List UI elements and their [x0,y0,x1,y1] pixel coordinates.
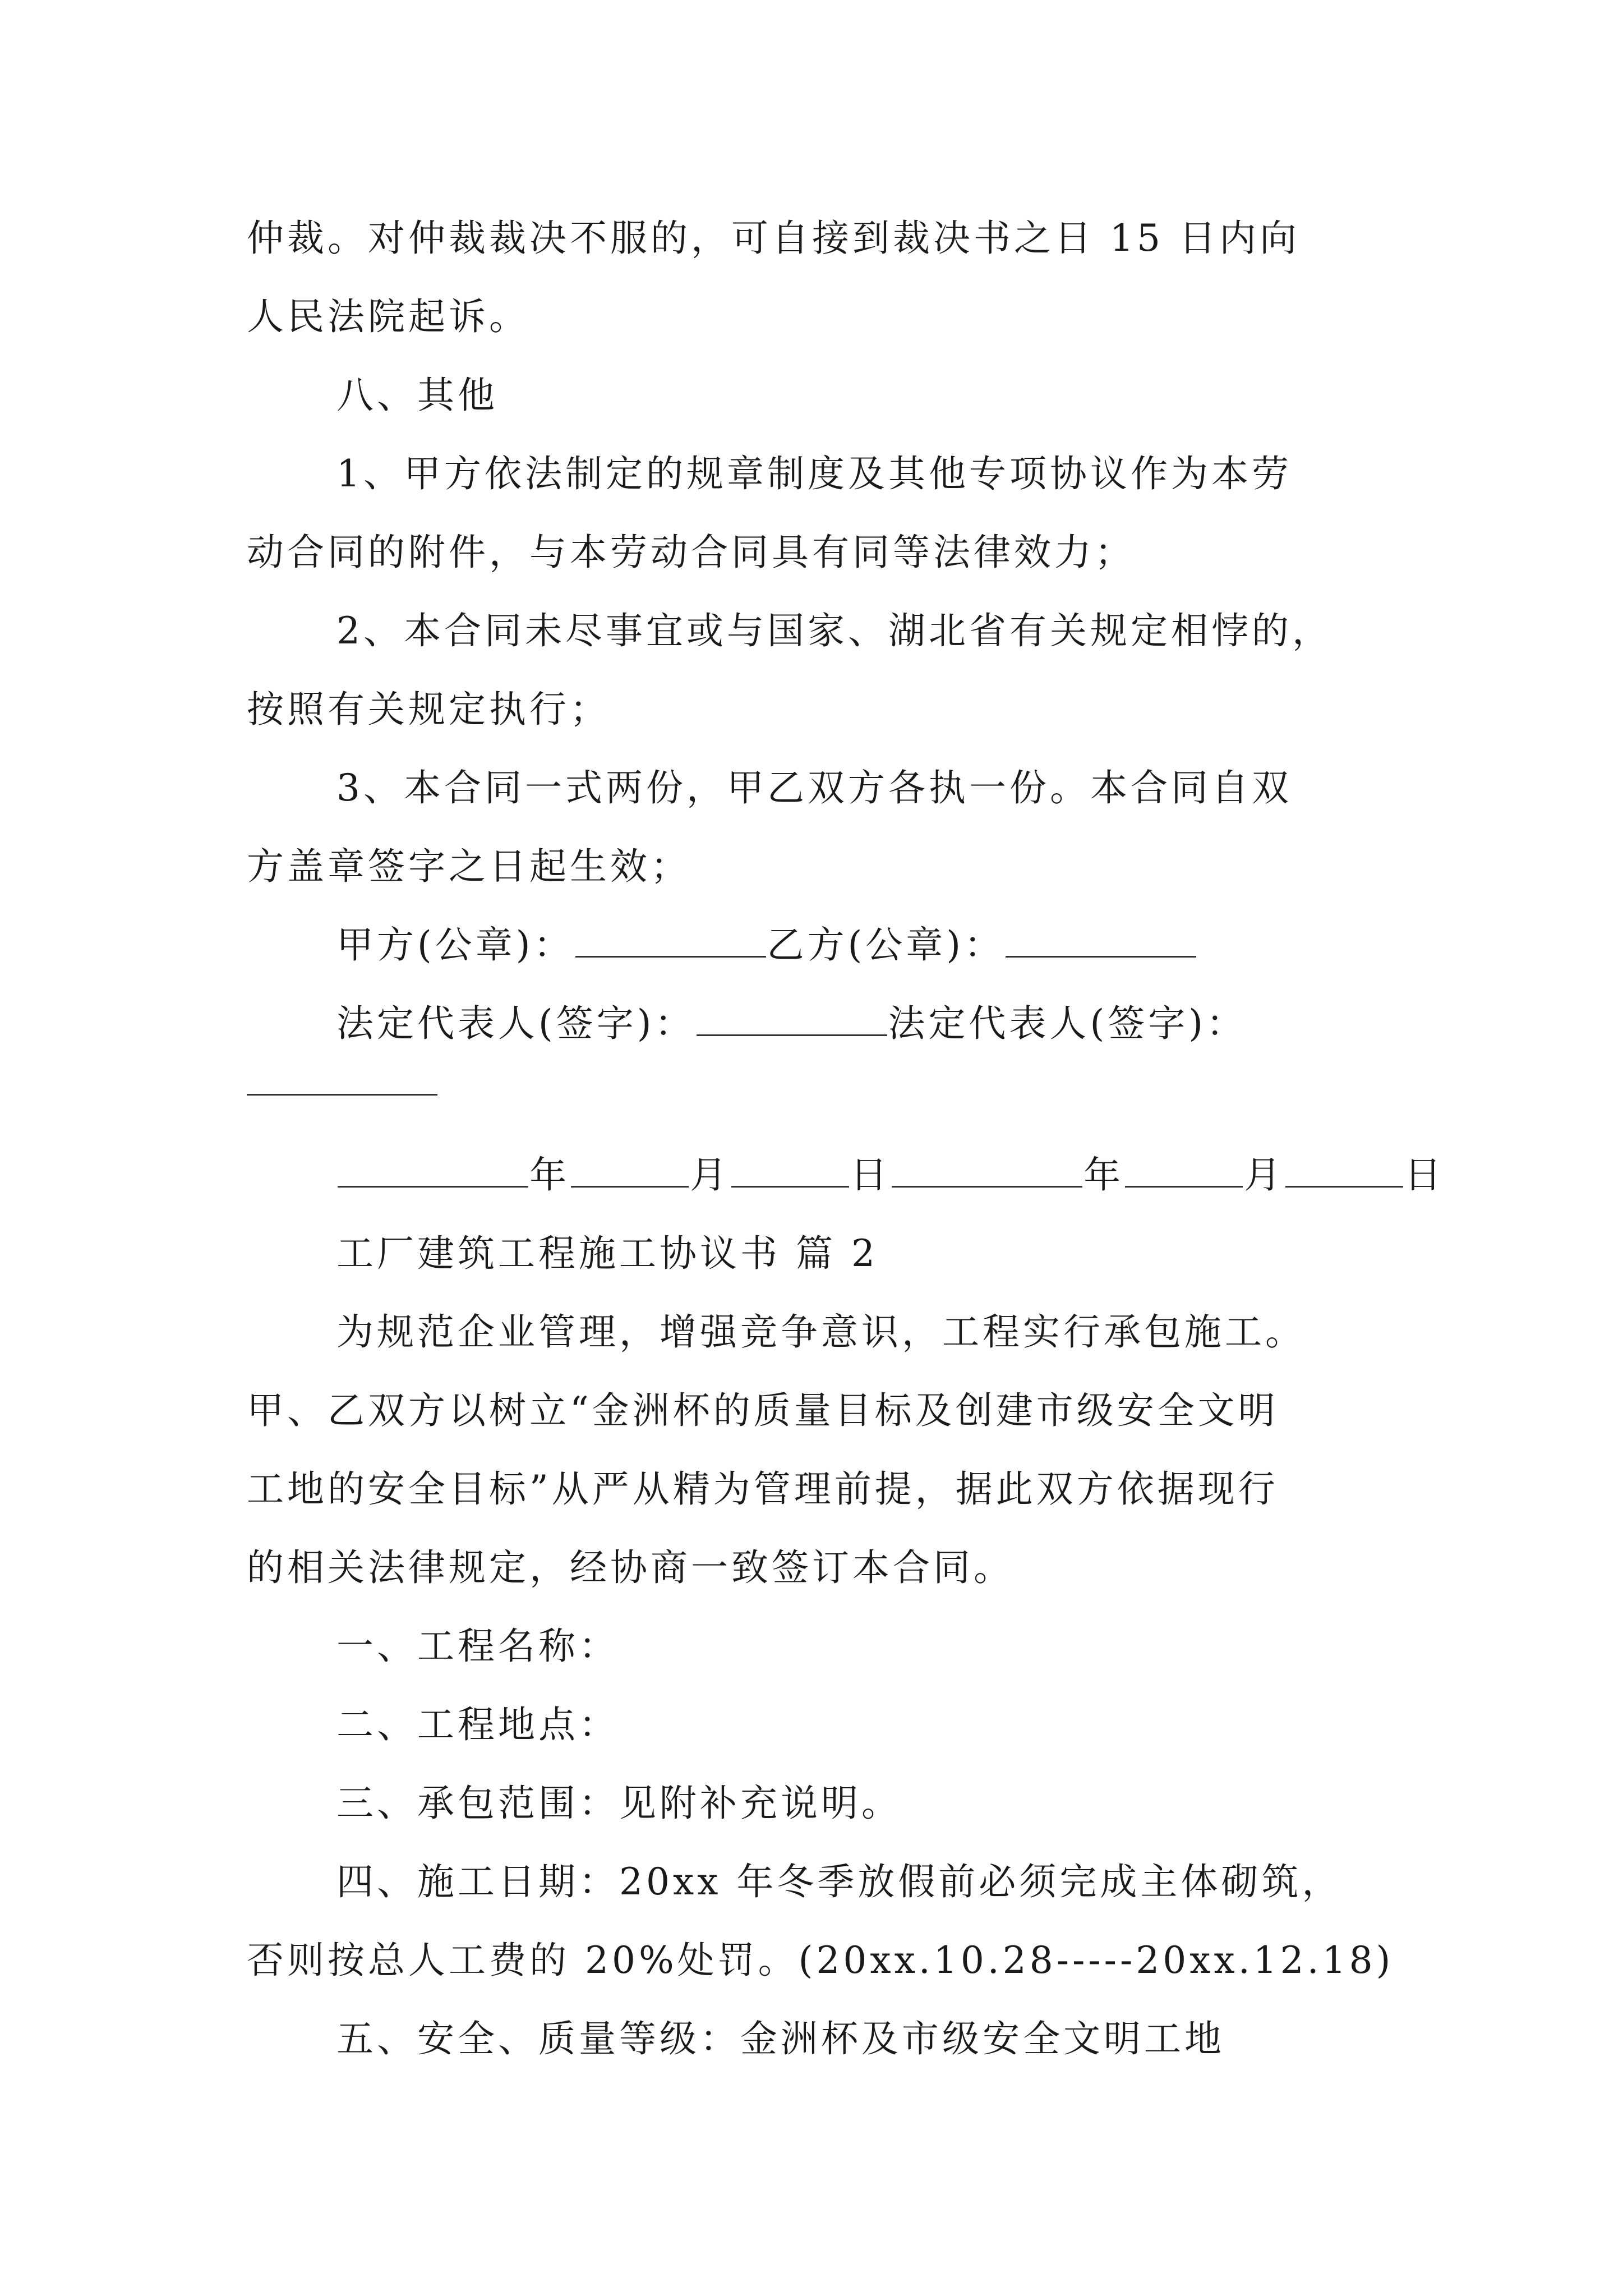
section-title: 工厂建筑工程施工协议书 篇 2 [336,1232,878,1275]
paragraph-line: 工地的安全目标”从严从精为管理前提，据此双方依据现行 [247,1467,1279,1511]
paragraph-line: 的相关法律规定，经协商一致签订本合同。 [247,1546,1014,1589]
paragraph-line: 方盖章签字之日起生效； [247,845,691,888]
section-heading-other: 八、其他 [336,374,498,417]
month-a-label: 月 [690,1153,730,1197]
paragraph-line: 人民法院起诉。 [247,295,529,338]
clause-project-name: 一、工程名称： [336,1625,619,1668]
year-a-blank [338,1186,528,1188]
paragraph-line: 3、本合同一式两份，甲乙双方各执一份。本合同自双 [336,766,1292,809]
paragraph-line: 按照有关规定执行； [247,688,610,731]
rep-b-blank [247,1094,437,1096]
date-line [336,1147,1445,1203]
month-b-blank [1125,1186,1243,1188]
clause-scope: 三、承包范围：见附补充说明。 [336,1782,902,1825]
representative-line [336,996,1247,1052]
rep-a-blank [697,1034,887,1036]
clause-quality: 五、安全、质量等级：金洲杯及市级安全文明工地 [336,2017,1225,2060]
paragraph-line: 否则按总人工费的 20%处罚。(20xx.10.28-----20xx.12.18) [247,1939,1394,1982]
rep-b-label: 法定代表人(签字)： [888,1002,1247,1045]
month-b-label: 月 [1244,1153,1284,1197]
party-a-seal-blank [575,956,766,958]
clause-project-location: 二、工程地点： [336,1703,619,1746]
day-b-blank [1285,1186,1403,1188]
paragraph-line: 1、甲方依法制定的规章制度及其他专项协议作为本劳 [336,452,1292,495]
party-a-seal-label: 甲方(公章)： [336,923,574,967]
year-b-blank [892,1186,1082,1188]
day-a-label: 日 [850,1153,891,1197]
seal-line [336,917,1197,973]
day-a-blank [731,1186,849,1188]
rep-a-label: 法定代表人(签字)： [336,1002,695,1045]
year-b-label: 年 [1083,1153,1124,1197]
party-b-seal-label: 乙方(公章)： [767,923,1004,967]
day-b-label: 日 [1404,1153,1445,1197]
clause-schedule: 四、施工日期：20xx 年冬季放假前必须完成主体砌筑， [336,1860,1343,1903]
party-b-seal-blank [1006,956,1196,958]
paragraph-line: 甲、乙双方以树立“金洲杯的质量目标及创建市级安全文明 [247,1389,1279,1432]
paragraph-line: 动合同的附件，与本劳动合同具有同等法律效力； [247,531,1135,574]
paragraph-line: 2、本合同未尽事宜或与国家、湖北省有关规定相悖的， [336,609,1332,652]
month-a-blank [571,1186,689,1188]
year-a-label: 年 [529,1153,570,1197]
paragraph-line: 为规范企业管理，增强竞争意识，工程实行承包施工。 [336,1310,1306,1354]
paragraph-line: 仲裁。对仲裁裁决不服的，可自接到裁决书之日 15 日内向 [247,217,1300,260]
